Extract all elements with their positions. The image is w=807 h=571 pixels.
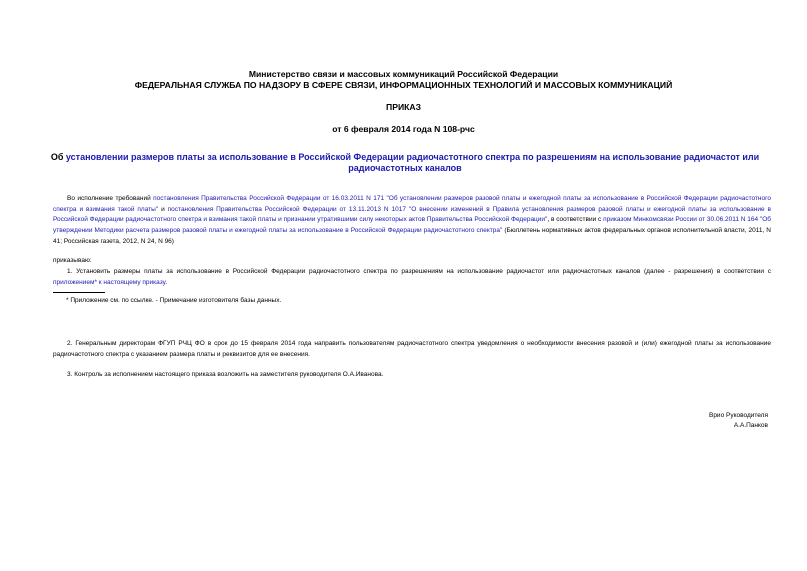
orders-word: приказываю: (53, 257, 92, 264)
doc-type-heading: ПРИКАЗ (386, 102, 421, 112)
document-title (48, 152, 762, 174)
preamble-text-1: Во исполнение требований (67, 195, 154, 202)
ministry-heading: Министерство связи и массовых коммуникаций Российской Федерации (248, 69, 559, 79)
signature-name: А.А.Панков (733, 422, 768, 429)
appendix-link[interactable]: приложением* к настоящему приказу (53, 278, 166, 286)
preamble-text-2: и (158, 205, 168, 213)
item-1-end: . (165, 278, 168, 286)
item-2-paragraph (53, 339, 771, 360)
resolution-171-link[interactable]: постановления Правительства Российской Федерации от 16.03.2011 N 171 "Об установлении размеров разовой платы и ежегодной платы за использование в Российской Федерации радиочастотного спектра и взимания такой платы" (53, 195, 771, 213)
item-1-text: 1. Установить размеры платы за использование в Российской Федерации радиочастотного спектра по разрешениям на использование радиочастот или радиочастотных каналов (далее - разрешения) в соответствии с (67, 268, 771, 275)
date-number-heading: от 6 февраля 2014 года N 108-рчс (332, 124, 475, 134)
title-link[interactable]: установлении размеров платы за использование в Российской Федерации радиочастотного спектра по разрешениям на использование радиочастот или радиочастотных каналов (65, 152, 760, 173)
preamble-text-4: (Бюллетень нормативных актов федеральных органов исполнительной власти, 2011, N 41; Российская газета, 2012, N 24, N 96) (53, 227, 771, 245)
preamble-text-3: , в соответствии с (547, 216, 604, 224)
resolution-1017-link[interactable]: постановления Правительства Российской Федерации от 13.11.2013 N 1017 "О внесении изменений в Правила установления размеров разовой платы и ежегодной платы за использование в Российской Федерации радиочастотного спектра и взимания такой платы и признании утратившими силу некоторых актов Правительства Российской Федерации" (53, 205, 771, 224)
item-2-text: 2. Генеральным директорам ФГУП РЧЦ ФО в срок до 15 февраля 2014 года направить пользователям радиочастотного спектра уведомления о необходимости внесения разовой и (или) ежегодной платы за использование радиочастотного спектра с указанием размера платы и реквизитов для ее внесения. (53, 340, 771, 358)
order-164-link[interactable]: приказом Минкомсвязи России от 30.06.2011 N 164 "Об утверждении Методики расчета размеров разовой платы и ежегодной платы за использование в Российской Федерации радиочастотного спектра" (53, 216, 772, 235)
item-1-paragraph (53, 267, 771, 288)
preamble-paragraph (53, 194, 771, 248)
title-prefix: Об (50, 152, 66, 162)
signature-position: Врио Руководителя (708, 412, 768, 419)
item-3-paragraph: 3. Контроль за исполнением настоящего приказа возложить на заместителя руководителя О.А.Иванова. (67, 371, 384, 378)
footnote-separator (53, 292, 105, 293)
footnote: * Приложение см. по ссылке. - Примечание изготовителя базы данных. (66, 297, 282, 304)
service-heading: ФЕДЕРАЛЬНАЯ СЛУЖБА ПО НАДЗОРУ В СФЕРЕ СВЯЗИ, ИНФОРМАЦИОННЫХ ТЕХНОЛОГИЙ И МАССОВЫХ КОММУНИКАЦИЙ (134, 80, 673, 90)
